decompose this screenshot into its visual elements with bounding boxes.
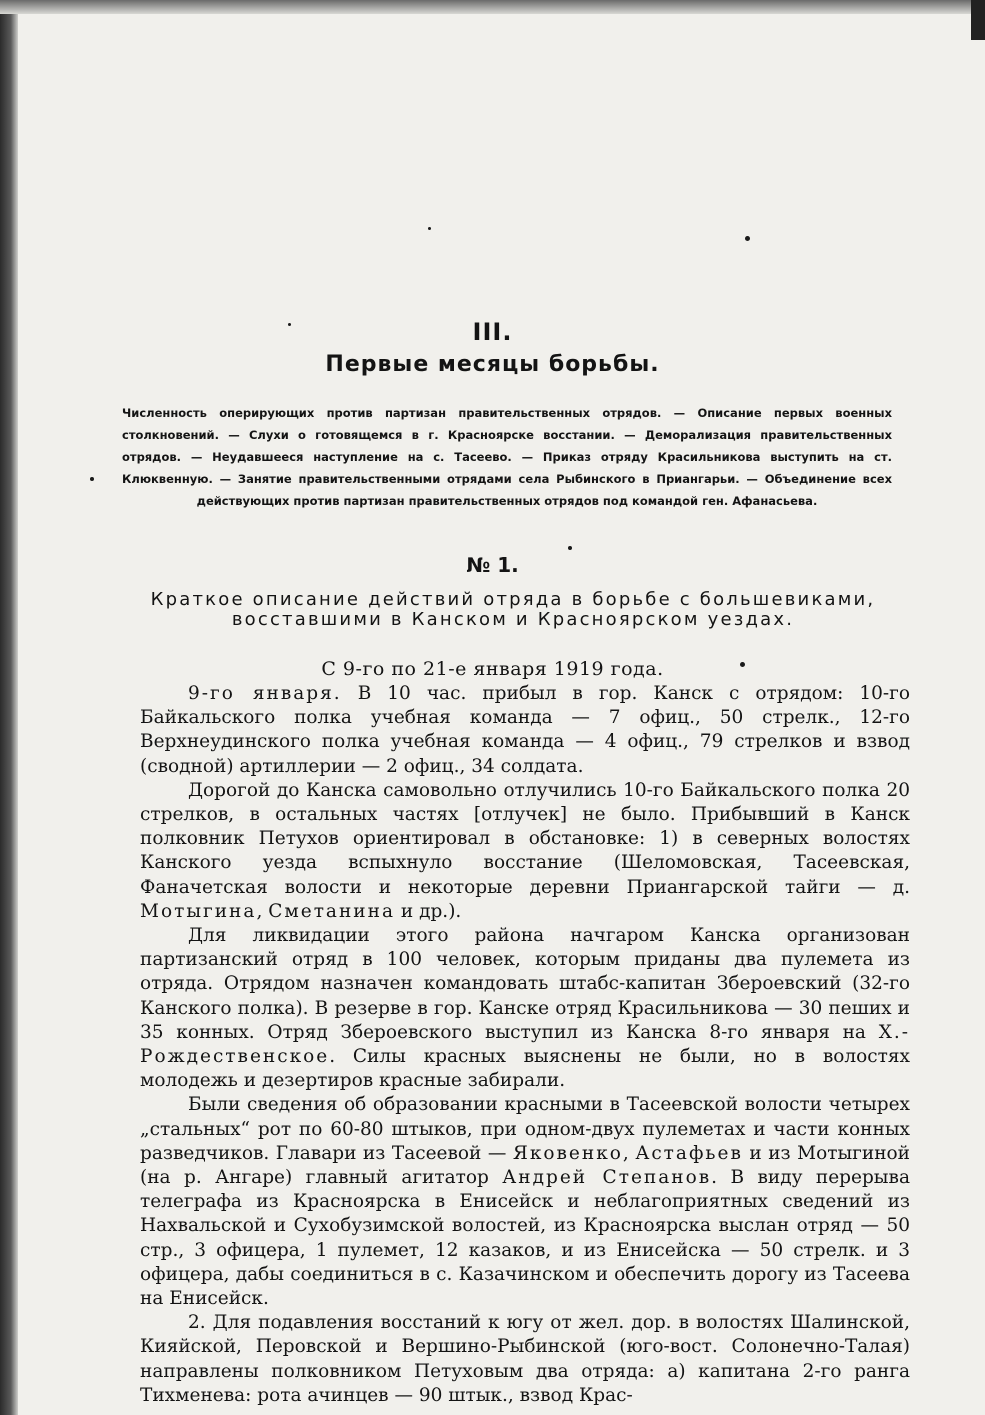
document-date: С 9-го по 21-е января 1919 года. (321, 658, 664, 680)
paragraph-text: , (256, 900, 269, 922)
spaced-name: Яковенко (512, 1142, 623, 1164)
scan-shadow-left (0, 0, 18, 1415)
paragraph-2 (140, 779, 910, 924)
paragraph-5: 2. Для подавления восстаний к югу от жел. дор. в волостях Шалинской, Кияйской, Перовской и Вершино-Рыбинской (юго-вост. Солонечно-Талая) направлены полковником Петуховым два отряда: а) капитана 2-го ранга Тихменева: рота ачинцев — 90 штык., взвод Крас- (140, 1312, 910, 1406)
scan-speck (745, 236, 750, 241)
scan-corner-mark (971, 0, 985, 40)
scan-speck (568, 546, 572, 550)
part-number: III. (472, 318, 513, 346)
spaced-name: Х.-Рождественское (140, 1021, 910, 1068)
spaced-name: Андрей Степанов (502, 1167, 712, 1189)
paragraph-4 (140, 1093, 910, 1311)
spaced-name: Астафьев (635, 1142, 743, 1164)
date-lead: 9-го января. (188, 683, 342, 704)
part-title: Первые месяцы борьбы. (325, 352, 660, 377)
paragraph-1 (140, 682, 910, 779)
document-body (140, 682, 910, 1408)
chapter-summary: Численность оперирующих против партизан правительственных отрядов. — Описание первых военных столкновений. — Слухи о готовящемся в г. Красноярске восстании. — Деморализация правительственных отрядов. — Неудавшееся наступление на с. Тасеево. — Приказ отряду Красильникова выступить на ст. Клюквенную. — Занятие правительственными отрядами села Рыбинского в Приангарьи. — Объединение всех действующих против партизан правительственных отрядов под командой ген. Афанасьева. (122, 406, 892, 508)
paragraph-text: . Силы красных выяснены не были, но в волостях молодежь и дезертиров красные забирали. (140, 1046, 910, 1092)
paragraph-text: и из Мотыгиной (на р. Ангаре) главный агитатор (140, 1142, 910, 1189)
scan-speck (90, 477, 94, 481)
scan-speck (428, 227, 431, 230)
scan-shadow-top (0, 0, 985, 14)
spaced-name: Сметанина (268, 900, 395, 922)
spaced-name: Мотыгина (140, 900, 257, 922)
document-title: Краткое описание действий отряда в борьбе с большевиками, восставшими в Канском и Красноярском уездах. (150, 589, 876, 630)
paragraph-text: , (622, 1142, 636, 1164)
paragraph-text: Дорогой до Канска самовольно отлучились 10-го Байкальского полка 20 стрелков, в остальных частях [отлучек] не было. Прибывший в Канск полковник Петухов ориентировал в обстановке: 1) в северных волостях Канского уезда вспыхнуло восстание (Шеломовская, Тасеевская, Фаначетская волости и некоторые деревни Приангарской тайги — д. (140, 779, 910, 898)
paragraph-3 (140, 924, 910, 1093)
paragraph-text: Для ликвидации этого района начгаром Канска организован партизанский отряд в 100 человек, которым приданы два пулемета из отряда. Отрядом назначен командовать штабс-капитан Збероевский (32-го Канского полка). В резерве в гор. Канске отряд Красильникова — 30 пеших и 35 конных. Отряд Збероевского выступил из Канска 8-го января на (140, 925, 910, 1043)
paragraph-text: В 10 час. прибыл в гор. Канск с отрядом: 10-го Байкальского полка учебная команда — 7 офиц., 50 стрелк., 12-го Верхнеудинского полка учебная команда — 4 офиц., 79 стрелков и взвод (сводной) артиллерии — 2 офиц., 34 солдата. (140, 683, 911, 777)
paragraph-text: Были сведения об образовании красными в Тасеевской волости четырех „стальных“ рот по 60-80 штыков, при одном-двух пулеметах и части конных разведчиков. Главари из Тасеевой — (140, 1094, 910, 1164)
paragraph-text: и др.). (394, 900, 462, 922)
paragraph-text: . В виду перерыва телеграфа из Красноярска в Енисейск и неблагоприятных сведений из Нахвальской и Сухобузимской волостей, из Красноярска выслан отряд — 50 стр., 3 офицера, 1 пулемет, 12 казаков, и из Енисейска — 50 стрелк. и 3 офицера, дабы соединиться в с. Казачинском и обеспечить дорогу из Тасеева на Енисейск. (140, 1167, 910, 1310)
document-number: № 1. (466, 553, 519, 577)
